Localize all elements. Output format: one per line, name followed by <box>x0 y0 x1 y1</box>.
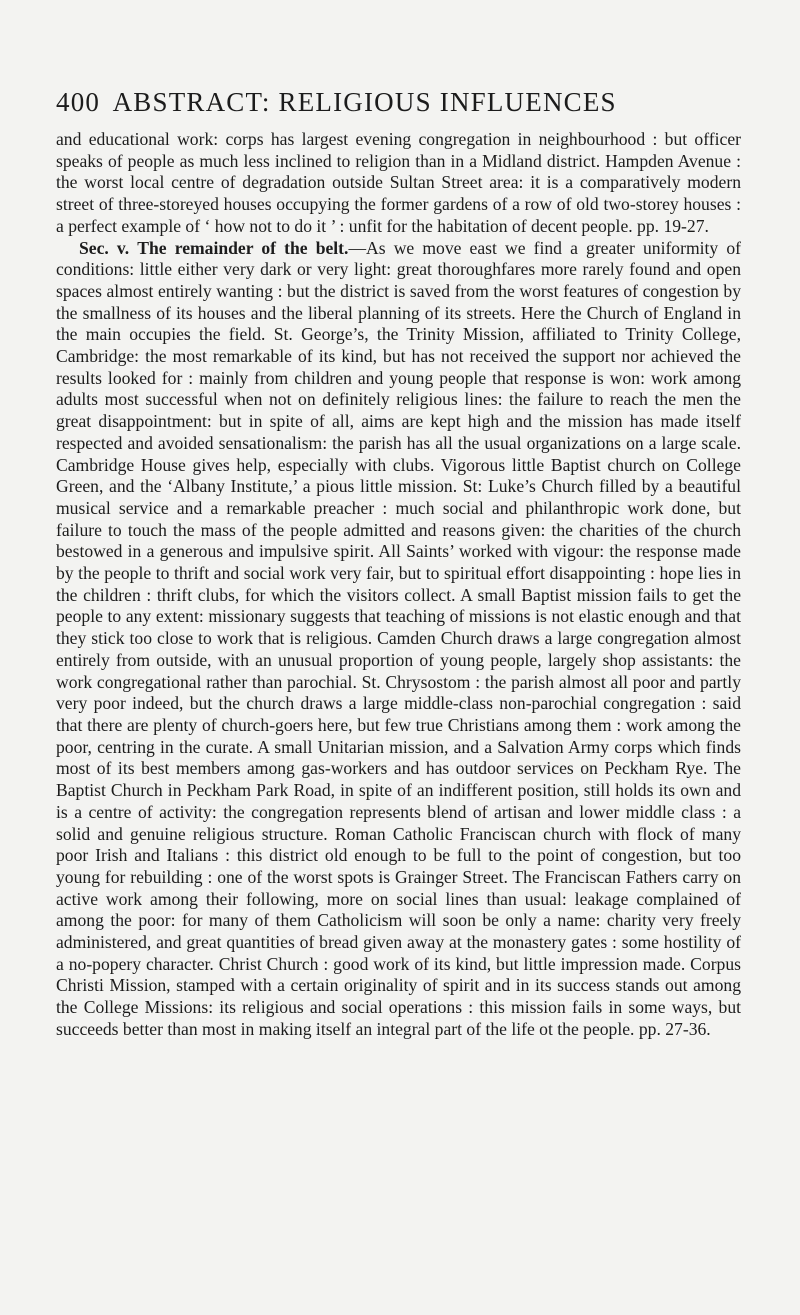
book-page <box>56 85 741 1041</box>
paragraph-continuation: and educational work: corps has largest evening congregation in neighbourhood : but officer speaks of people as much less inclined to religion than in a Midland district. Hampden Avenue : the worst local centre of degradation outside Sultan Street area: it is a comparatively modern street of three-storeyed houses occupying the former gardens of a row of old two-storey houses : a perfect example of ‘ how not to do it ’ : unfit for the habitation of decent people. pp. 19-27. <box>56 129 741 236</box>
page-number: 400 <box>56 87 101 117</box>
section-text: —As we move east we find a greater uniformity of conditions: little either very dark or very light: great thoroughfares more rarely found and open spaces almost entirely wanting : but the district is saved from the worst features of congestion by the smallness of its houses and the liberal planning of its streets. Here the Church of England in the main occupies the field. St. George’s, the Trinity Mission, affiliated to Trinity College, Cambridge: the most remarkable of its kind, but has not received the support nor achieved the results looked for : mainly from children and young people that response is won: work among adults most successful when not on definitely religious lines: the failure to reach the men the great disappointment: but in spite of all, aims are kept high and the mission has made itself respected and avoided sensationalism: the parish has all the usual organizations on a large scale. Cambridge House gives help, especially with clubs. Vigorous little Baptist church on College Green, and the ‘Albany Institute,’ a pious little mission. St: Luke’s Church filled by a beautiful musical service and a remarkable preacher : much social and philanthropic work done, but failure to touch the mass of the people admitted and reasons given: the charities of the church bestowed in a generous and impulsive spirit. All Saints’ worked with vigour: the response made by the people to thrift and social work very fair, but to spiritual effort disappointing : hope lies in the children : thrift clubs, for which the visitors collect. A small Baptist mission fails to get the people to any extent: missionary suggests that teaching of missions is not elastic enough and that they stick too close to work that is religious. Camden Church draws a large congregation almost entirely from outside, with an unusual proportion of young people, largely shop assistants: the work congregational rather than parochial. St. Chrysostom : the parish almost all poor and partly very poor indeed, but the church draws a large middle-class non-parochial congregation : said that there are plenty of church-goers here, but few true Christians among them : work among the poor, centring in the curate. A small Unitarian mission, and a Salvation Army corps which finds most of its best members among gas-workers and has outdoor services on Peckham Rye. The Baptist Church in Peckham Park Road, in spite of an indifferent position, still holds its own and is a centre of activity: the congregation represents blend of artisan and lower middle class : a solid and genuine religious structure. Roman Catholic Franciscan church with flock of many poor Irish and Italians : this district old enough to be full to the point of congestion, but too young for rebuilding : one of the worst spots is Grainger Street. The Franciscan Fathers carry on active work among their following, more on social lines than usual: leakage complained of among the poor: for many of them Catholicism will soon be only a name: charity very freely administered, and great quantities of bread given away at the monastery gates : some hostility of a no-popery character. Christ Church : good work of its kind, but little impression made. Corpus Christi Mission, stamped with a certain originality of spirit and in its success stands out among the College Missions: its religious and social operations : this mission fails in some ways, but succeeds better than most in making itself an integral part of the life ot the people. pp. 27-36. <box>56 237 741 1039</box>
body-text <box>56 129 741 1041</box>
running-head <box>56 85 741 119</box>
section-label: Sec. v. <box>79 237 130 258</box>
paragraph-section-v <box>56 238 741 1041</box>
section-title: The remainder of the belt. <box>137 237 349 258</box>
chapter-title: ABSTRACT: RELIGIOUS INFLUENCES <box>112 87 617 117</box>
